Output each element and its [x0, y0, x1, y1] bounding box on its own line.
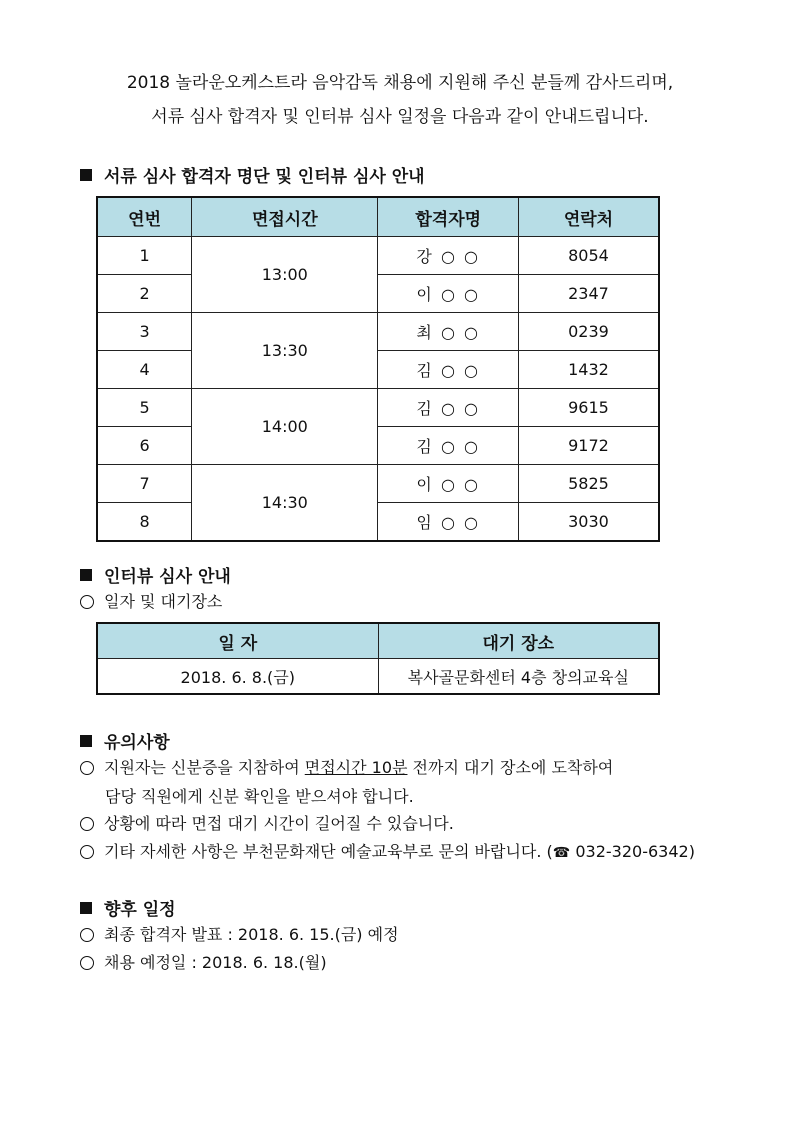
table-row: [97, 237, 659, 275]
square-bullet-icon: [80, 902, 92, 914]
row-no: 6: [97, 427, 192, 465]
underlined-time: 면접시간 10분: [304, 758, 408, 777]
header-time: 면접시간: [192, 197, 378, 237]
circle-bullet-icon: [80, 817, 94, 831]
intro-line-2: 서류 심사 합격자 및 인터뷰 심사 일정을 다음과 같이 안내드립니다.: [151, 107, 649, 127]
row-no: 7: [97, 465, 192, 503]
square-bullet-icon: [80, 735, 92, 747]
applicant-name: 최 ○ ○: [378, 313, 518, 351]
applicant-name: 임 ○ ○: [378, 503, 518, 542]
phone-icon: ☎: [552, 845, 571, 861]
circle-bullet-icon: [80, 928, 94, 942]
notice-bullet-1-line-2: 담당 직원에게 신분 확인을 받으셔야 합니다.: [105, 787, 414, 806]
table-row: [97, 659, 659, 695]
schedule-table: [96, 622, 660, 695]
header-name: 합격자명: [378, 197, 518, 237]
notice-bullet-3: 기타 자세한 사항은 부천문화재단 예술교육부로 문의 바랍니다. (☎ 032-320-6342): [80, 840, 695, 865]
contact: 5825: [518, 465, 659, 503]
contact: 9172: [518, 427, 659, 465]
interview-time: 13:30: [192, 313, 378, 389]
row-no: 5: [97, 389, 192, 427]
row-no: 3: [97, 313, 192, 351]
applicant-name: 김 ○ ○: [378, 389, 518, 427]
schedule-bullet-2: 채용 예정일 : 2018. 6. 18.(월): [80, 951, 327, 975]
contact: 1432: [518, 351, 659, 389]
section-1-title: 서류 심사 합격자 명단 및 인터뷰 심사 안내: [80, 162, 425, 187]
interview-time: 14:30: [192, 465, 378, 542]
interview-date: 2018. 6. 8.(금): [97, 659, 378, 695]
applicant-name: 김 ○ ○: [378, 427, 518, 465]
header-place: 대기 장소: [378, 623, 659, 659]
notice-bullet-1: 지원자는 신분증을 지참하여 면접시간 10분 전까지 대기 장소에 도착하여: [80, 756, 613, 780]
applicants-table: [96, 196, 660, 542]
table-row: [97, 389, 659, 427]
table-row: [97, 465, 659, 503]
bullet-date-place: 일자 및 대기장소: [80, 590, 222, 614]
applicant-name: 김 ○ ○: [378, 351, 518, 389]
table-row: [97, 275, 659, 313]
applicant-name: 이 ○ ○: [378, 275, 518, 313]
row-no: 8: [97, 503, 192, 542]
table-header-row: [97, 623, 659, 659]
row-no: 1: [97, 237, 192, 275]
row-no: 2: [97, 275, 192, 313]
interview-time: 14:00: [192, 389, 378, 465]
applicant-name: 이 ○ ○: [378, 465, 518, 503]
header-date: 일 자: [97, 623, 378, 659]
table-row: [97, 313, 659, 351]
circle-bullet-icon: [80, 845, 94, 859]
contact: 9615: [518, 389, 659, 427]
notice-bullet-2: 상황에 따라 면접 대기 시간이 길어질 수 있습니다.: [80, 812, 454, 836]
section-4-title: 향후 일정: [80, 895, 176, 920]
contact: 3030: [518, 503, 659, 542]
header-contact: 연락처: [518, 197, 659, 237]
row-no: 4: [97, 351, 192, 389]
square-bullet-icon: [80, 569, 92, 581]
contact: 8054: [518, 237, 659, 275]
circle-bullet-icon: [80, 761, 94, 775]
square-bullet-icon: [80, 169, 92, 181]
table-row: [97, 503, 659, 542]
table-header-row: [97, 197, 659, 237]
schedule-bullet-1: 최종 합격자 발표 : 2018. 6. 15.(금) 예정: [80, 923, 399, 947]
phone-number: 032-320-6342): [575, 842, 695, 861]
table-row: [97, 427, 659, 465]
waiting-place: 복사골문화센터 4층 창의교육실: [378, 659, 659, 695]
section-2-title: 인터뷰 심사 안내: [80, 562, 231, 587]
interview-time: 13:00: [192, 237, 378, 313]
applicant-name: 강 ○ ○: [378, 237, 518, 275]
intro-line-1: 2018 놀라운오케스트라 음악감독 채용에 지원해 주신 분들께 감사드리며,: [126, 73, 674, 93]
circle-bullet-icon: [80, 595, 94, 609]
table-row: [97, 351, 659, 389]
intro-text: [0, 66, 800, 134]
section-3-title: 유의사항: [80, 728, 170, 753]
contact: 2347: [518, 275, 659, 313]
contact: 0239: [518, 313, 659, 351]
circle-bullet-icon: [80, 956, 94, 970]
header-no: 연번: [97, 197, 192, 237]
